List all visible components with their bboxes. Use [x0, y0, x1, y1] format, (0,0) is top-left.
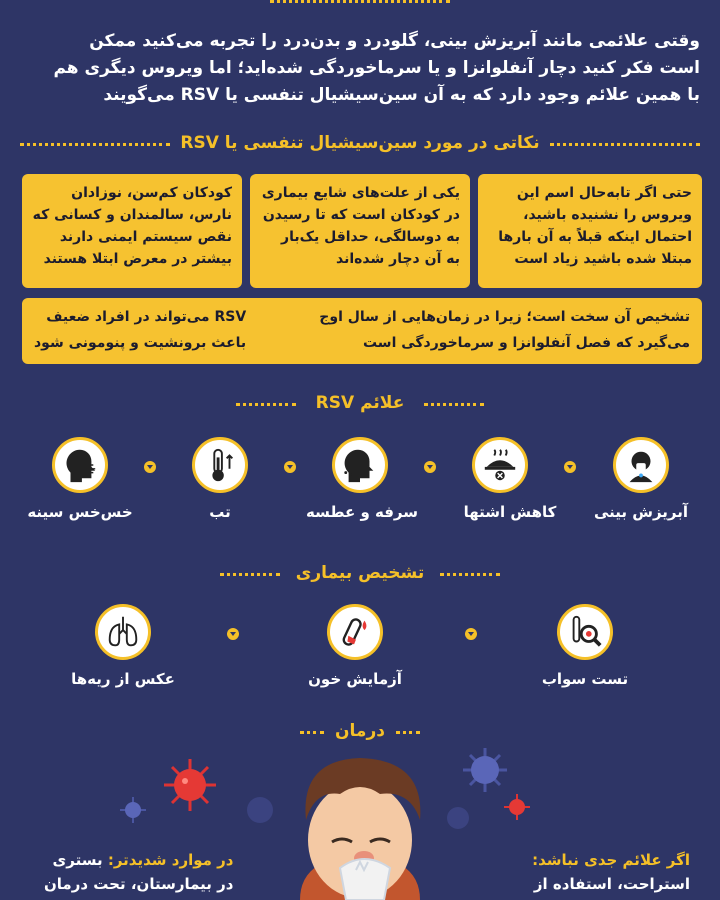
note-line: باعث برونشیت و پنومونی شود: [34, 335, 247, 351]
diagnosis-title-text: تشخیص بیماری: [295, 563, 425, 583]
note-line: یکی از علت‌های شایع بیماری: [261, 185, 460, 201]
intro-paragraph: [20, 28, 700, 109]
note-text-right: [319, 306, 690, 354]
note-line: نقص سیستم ایمنی دارند: [59, 229, 232, 245]
divider: [300, 731, 324, 734]
separator-dot: [284, 461, 296, 473]
symptom-label: تب: [209, 503, 231, 521]
note-line: در کودکان است که تا رسیدن: [262, 207, 460, 223]
virus-illustration: [160, 755, 220, 815]
note-line: به دوسالگی، حداقل یک‌بار: [281, 229, 460, 245]
sick-person-illustration: [260, 750, 460, 900]
note-line: تشخیص آن سخت است؛ زیرا در زمان‌هایی از سال اوج: [319, 309, 690, 325]
notes-title-text: نکاتی در مورد سین‌سیشیال تنفسی یا RSV: [180, 133, 540, 153]
food-dish-icon: [472, 437, 528, 493]
symptoms-section-title: [0, 390, 720, 416]
treatment-mild-text: استراحت، استفاده از: [533, 875, 690, 893]
separator-dot: [424, 461, 436, 473]
thermometer-icon: [192, 437, 248, 493]
lungs-icon: [95, 604, 151, 660]
note-line: بیشتر در معرض ابتلا هستند: [43, 251, 232, 267]
divider: [20, 143, 170, 146]
divider: [424, 403, 484, 406]
swab-test-icon: [557, 604, 613, 660]
treatment-mild: [532, 848, 690, 896]
symptom-label: کاهش اشتها: [463, 503, 557, 521]
note-text-left: [34, 306, 246, 354]
note-line: کودکان کم‌سن، نوزادان: [71, 185, 232, 201]
symptom-label: سرفه و عطسه: [306, 503, 418, 521]
separator-dot: [465, 628, 477, 640]
diagnosis-label: آزمایش خون: [308, 670, 402, 688]
treatment-severe-text: در بیمارستان، تحت درمان: [44, 875, 234, 893]
virus-illustration: [118, 795, 148, 825]
note-line: ویروس را نشنیده باشید،: [523, 207, 692, 223]
divider: [220, 573, 280, 576]
divider: [440, 573, 500, 576]
symptoms-title-text: علائم RSV: [315, 393, 405, 413]
note-line: می‌گیرد که فصل آنفلوانزا و سرماخوردگی است: [362, 335, 690, 351]
separator-dot: [227, 628, 239, 640]
runny-nose-icon: [613, 437, 669, 493]
treatment-title-text: درمان: [335, 721, 385, 741]
divider: [236, 403, 296, 406]
notes-section-title: [0, 130, 720, 156]
top-decoration: [270, 0, 450, 9]
note-line: RSV می‌تواند در افراد ضعیف: [46, 309, 247, 325]
intro-line: با همین علائم وجود دارد که به آن سین‌سیشیال تنفسی یا RSV می‌گویند: [103, 85, 700, 105]
treatment-severe-heading: در موارد شدیدتر:: [107, 851, 234, 869]
note-line: حتی اگر تابه‌حال اسم این: [516, 185, 692, 201]
note-line: احتمال اینکه قبلاً به آن بارها: [498, 229, 692, 245]
intro-line: وقتی علائمی مانند آبریزش بینی، گلودرد و بدن‌درد را تجربه می‌کنید ممکن: [89, 31, 700, 51]
divider: [550, 143, 700, 146]
note-card: [22, 174, 242, 288]
separator-dot: [144, 461, 156, 473]
treatment-severe-text: بستری: [52, 851, 103, 869]
note-card: [22, 298, 702, 364]
symptom-label: خس‌خس سینه: [27, 503, 133, 521]
intro-line: است فکر کنید دچار آنفلوانزا و یا سرماخوردگی شده‌اید؛ اما ویروس دیگری هم: [53, 58, 700, 78]
treatment-severe: [44, 848, 233, 896]
virus-illustration: [502, 792, 532, 822]
treatment-section-title: [0, 718, 720, 744]
note-line: به آن دچار شده‌اند: [336, 251, 460, 267]
diagnosis-section-title: [0, 560, 720, 586]
blood-test-icon: [327, 604, 383, 660]
diagnosis-label: عکس از ریه‌ها: [71, 670, 175, 688]
sneeze-icon: [332, 437, 388, 493]
note-line: مبتلا شده باشید زیاد است: [514, 251, 692, 267]
wheeze-icon: [52, 437, 108, 493]
diagnosis-label: تست سواب: [541, 670, 629, 688]
treatment-mild-heading: اگر علائم جدی نباشد:: [532, 851, 690, 869]
symptom-label: آبریزش بینی: [593, 503, 689, 521]
note-card: [250, 174, 470, 288]
note-line: نارس، سالمندان و کسانی که: [32, 207, 232, 223]
note-card: [478, 174, 702, 288]
separator-dot: [564, 461, 576, 473]
divider: [396, 731, 420, 734]
virus-illustration: [460, 745, 510, 795]
